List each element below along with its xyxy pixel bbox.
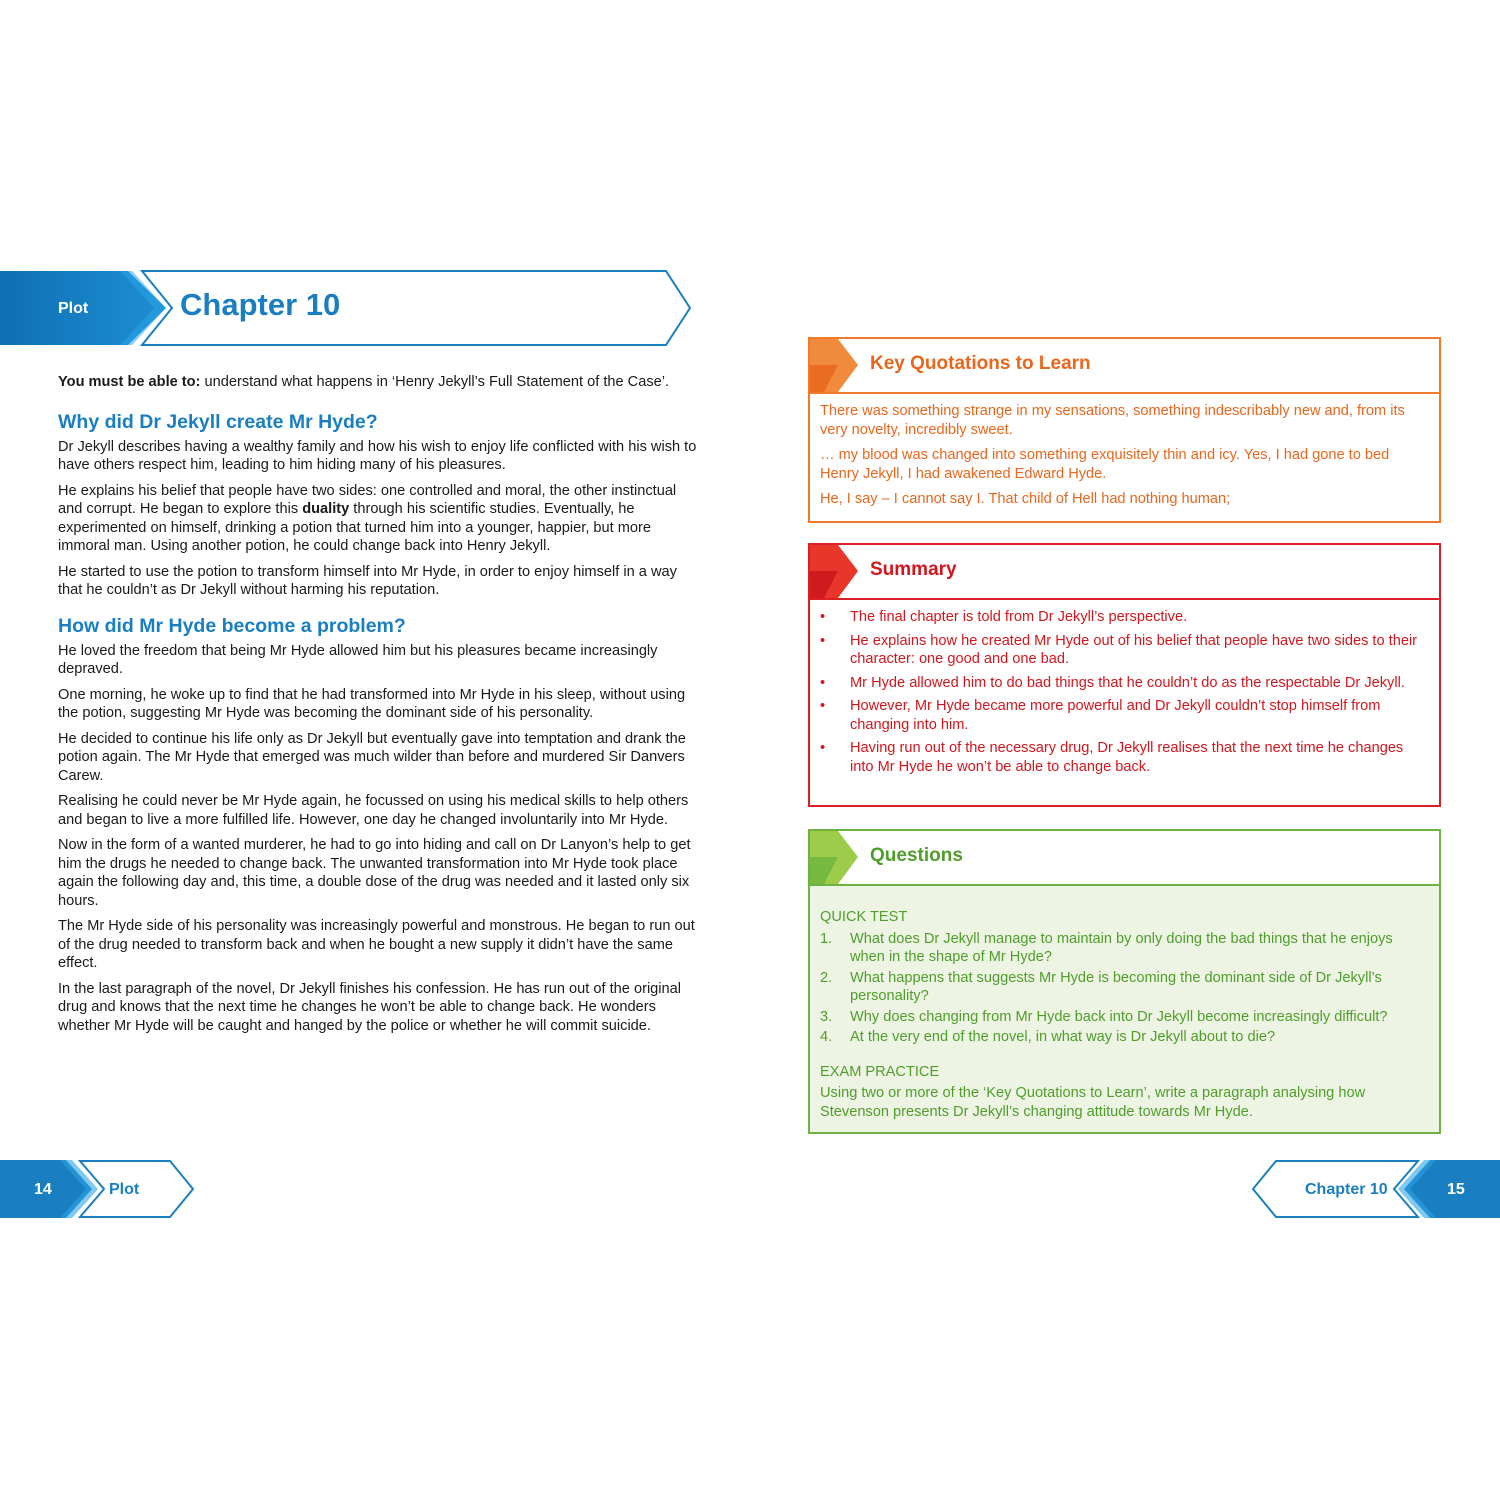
- page-title: Chapter 10: [180, 287, 341, 322]
- objective: [58, 373, 698, 392]
- question-number: 2.: [820, 969, 833, 986]
- exam-practice-text: Using two or more of the ‘Key Quotations to Learn’, write a paragraph analysing how Stevenson presents Dr Jekyll’s changing attitude towards Mr Hyde.: [820, 1085, 1366, 1120]
- question-text: Why does changing from Mr Hyde back into Dr Jekyll become increasingly difficult?: [850, 1008, 1388, 1025]
- footer-left-shape: [0, 1160, 200, 1218]
- red-arrow-icon: [810, 545, 860, 598]
- question-number: 4.: [820, 1029, 833, 1045]
- summary-item-text: He explains how he created Mr Hyde out of his belief that people have two sides to their character: one good and one bad.: [850, 632, 1418, 667]
- header-section-label: Plot: [58, 300, 89, 317]
- question-item: [820, 930, 1429, 967]
- question-item: [820, 1028, 1429, 1047]
- summary-body: [810, 600, 1439, 791]
- questions-body: [810, 886, 1439, 1131]
- summary-item: [820, 608, 1429, 627]
- summary-item: [820, 632, 1429, 669]
- main-text-column: [58, 373, 698, 1042]
- footer-left-label: Plot: [109, 1181, 140, 1198]
- quick-test-label: QUICK TEST: [820, 909, 908, 925]
- keyword-bold: duality: [302, 501, 350, 517]
- questions-box: [808, 829, 1441, 1134]
- key-quotations-body: [810, 394, 1439, 526]
- quotation: There was something strange in my sensations, something indescribably new and, from its very novelty, incredibly sweet.: [820, 403, 1405, 438]
- question-number: 3.: [820, 1008, 833, 1025]
- bullet: •: [820, 740, 826, 756]
- orange-arrow-icon: [810, 339, 860, 392]
- summary-item: [820, 739, 1429, 776]
- summary-header: [810, 545, 1439, 600]
- question-text: What happens that suggests Mr Hyde is becoming the dominant side of Dr Jekyll’s personality?: [850, 969, 1382, 1004]
- quotation: … my blood was changed into something exquisitely thin and icy. Yes, I had gone to bed Henry Jekyll, I had awakened Edward Hyde.: [820, 447, 1390, 482]
- chapter-header-banner: [0, 270, 700, 346]
- bullet: •: [820, 632, 826, 649]
- question-text: At the very end of the novel, in what way is Dr Jekyll about to die?: [850, 1029, 1276, 1045]
- section-heading: Why did Dr Jekyll create Mr Hyde?: [58, 410, 378, 433]
- paragraph: One morning, he woke up to find that he had transformed into Mr Hyde in his sleep, without using the potion, suggesting Mr Hyde was becoming the dominant side of his personality.: [58, 686, 686, 721]
- header-banner-shape: [0, 270, 700, 346]
- footer-left-tab: [0, 1160, 200, 1218]
- key-quotations-box: [808, 337, 1441, 523]
- question-item: [820, 1008, 1429, 1027]
- paragraph: He started to use the potion to transform himself into Mr Hyde, in order to enjoy himself in a way that he couldn’t as Dr Jekyll without harming his reputation.: [58, 563, 677, 598]
- green-arrow-icon: [810, 831, 860, 884]
- page-number-right: 15: [1447, 1181, 1465, 1198]
- section-heading: How did Mr Hyde become a problem?: [58, 614, 406, 637]
- summary-box: [808, 543, 1441, 807]
- exam-practice-label: EXAM PRACTICE: [820, 1063, 940, 1080]
- paragraph-text: through his scientific studies. Eventually, he experimented on himself, drinking a potion that turned him into a younger, happier, but more immoral man. Using another potion, he could change back into Henry Jekyll.: [58, 501, 652, 554]
- key-quotations-title: Key Quotations to Learn: [870, 353, 1091, 374]
- summary-title: Summary: [870, 559, 957, 580]
- key-quotations-header: [810, 339, 1439, 394]
- paragraph: Realising he could never be Mr Hyde again, he focussed on using his medical skills to help others and began to live a more fulfilled life. However, one day he changed involuntarily into Mr Hyde.: [58, 793, 689, 828]
- paragraph: [58, 482, 698, 556]
- summary-item: [820, 674, 1429, 693]
- questions-header: [810, 831, 1439, 886]
- question-text: What does Dr Jekyll manage to maintain by only doing the bad things that he enjoys when in the shape of Mr Hyde?: [850, 930, 1393, 965]
- bullet: •: [820, 698, 826, 714]
- footer-right-label: Chapter 10: [1305, 1181, 1388, 1198]
- bullet: •: [820, 609, 826, 625]
- paragraph: Now in the form of a wanted murderer, he had to go into hiding and call on Dr Lanyon’s help to get him the drugs he needed to change back. The unwanted transformation into Mr Hyde took place again the following day and, this time, a double dose of the drug was needed and it lasted only six hours.: [58, 837, 691, 909]
- paragraph: The Mr Hyde side of his personality was increasingly powerful and monstrous. He began to run out of the drug needed to transform back and when he bought a new supply it didn’t have the same effect.: [58, 918, 695, 971]
- summary-item-text: Having run out of the necessary drug, Dr Jekyll realises that the next time he changes into Mr Hyde he won’t be able to change back.: [850, 740, 1404, 775]
- page-number-left: 14: [34, 1181, 52, 1198]
- bullet: •: [820, 674, 826, 691]
- summary-item-text: The final chapter is told from Dr Jekyll’s perspective.: [850, 609, 1188, 625]
- summary-item-text: Mr Hyde allowed him to do bad things that he couldn’t do as the respectable Dr Jekyll.: [850, 674, 1405, 691]
- objective-text: understand what happens in ‘Henry Jekyll’s Full Statement of the Case’.: [200, 374, 670, 390]
- paragraph: In the last paragraph of the novel, Dr Jekyll finishes his confession. He has run out of the original drug and knows that the next time he changes he won’t be able to change back. He wonders whether Mr Hyde will be caught and hanged by the police or whether he will commit suicide.: [58, 980, 682, 1034]
- paragraph: He decided to continue his life only as Dr Jekyll but eventually gave into temptation and drank the potion again. The Mr Hyde that emerged was much wilder than before and murdered Sir Danvers Carew.: [58, 730, 686, 784]
- summary-list: [820, 608, 1429, 776]
- paragraph-text: He explains his belief that people have two sides: one controlled and moral, the other instinctual and corrupt. He began to explore this: [58, 482, 677, 517]
- objective-lead: You must be able to:: [58, 374, 201, 390]
- paragraph: He loved the freedom that being Mr Hyde allowed him but his pleasures became increasingly depraved.: [58, 642, 658, 677]
- question-number: 1.: [820, 930, 833, 947]
- quotation: He, I say – I cannot say I. That child of Hell had nothing human;: [820, 491, 1231, 507]
- summary-item: [820, 697, 1429, 734]
- paragraph: Dr Jekyll describes having a wealthy family and how his wish to enjoy life conflicted with his wish to have others respect him, leading to him hiding many of his pleasures.: [58, 438, 697, 473]
- quick-test-list: [820, 930, 1429, 1047]
- question-item: [820, 969, 1429, 1006]
- summary-item-text: However, Mr Hyde became more powerful and Dr Jekyll couldn’t stop himself from changing into him.: [850, 698, 1381, 733]
- questions-title: Questions: [870, 845, 963, 866]
